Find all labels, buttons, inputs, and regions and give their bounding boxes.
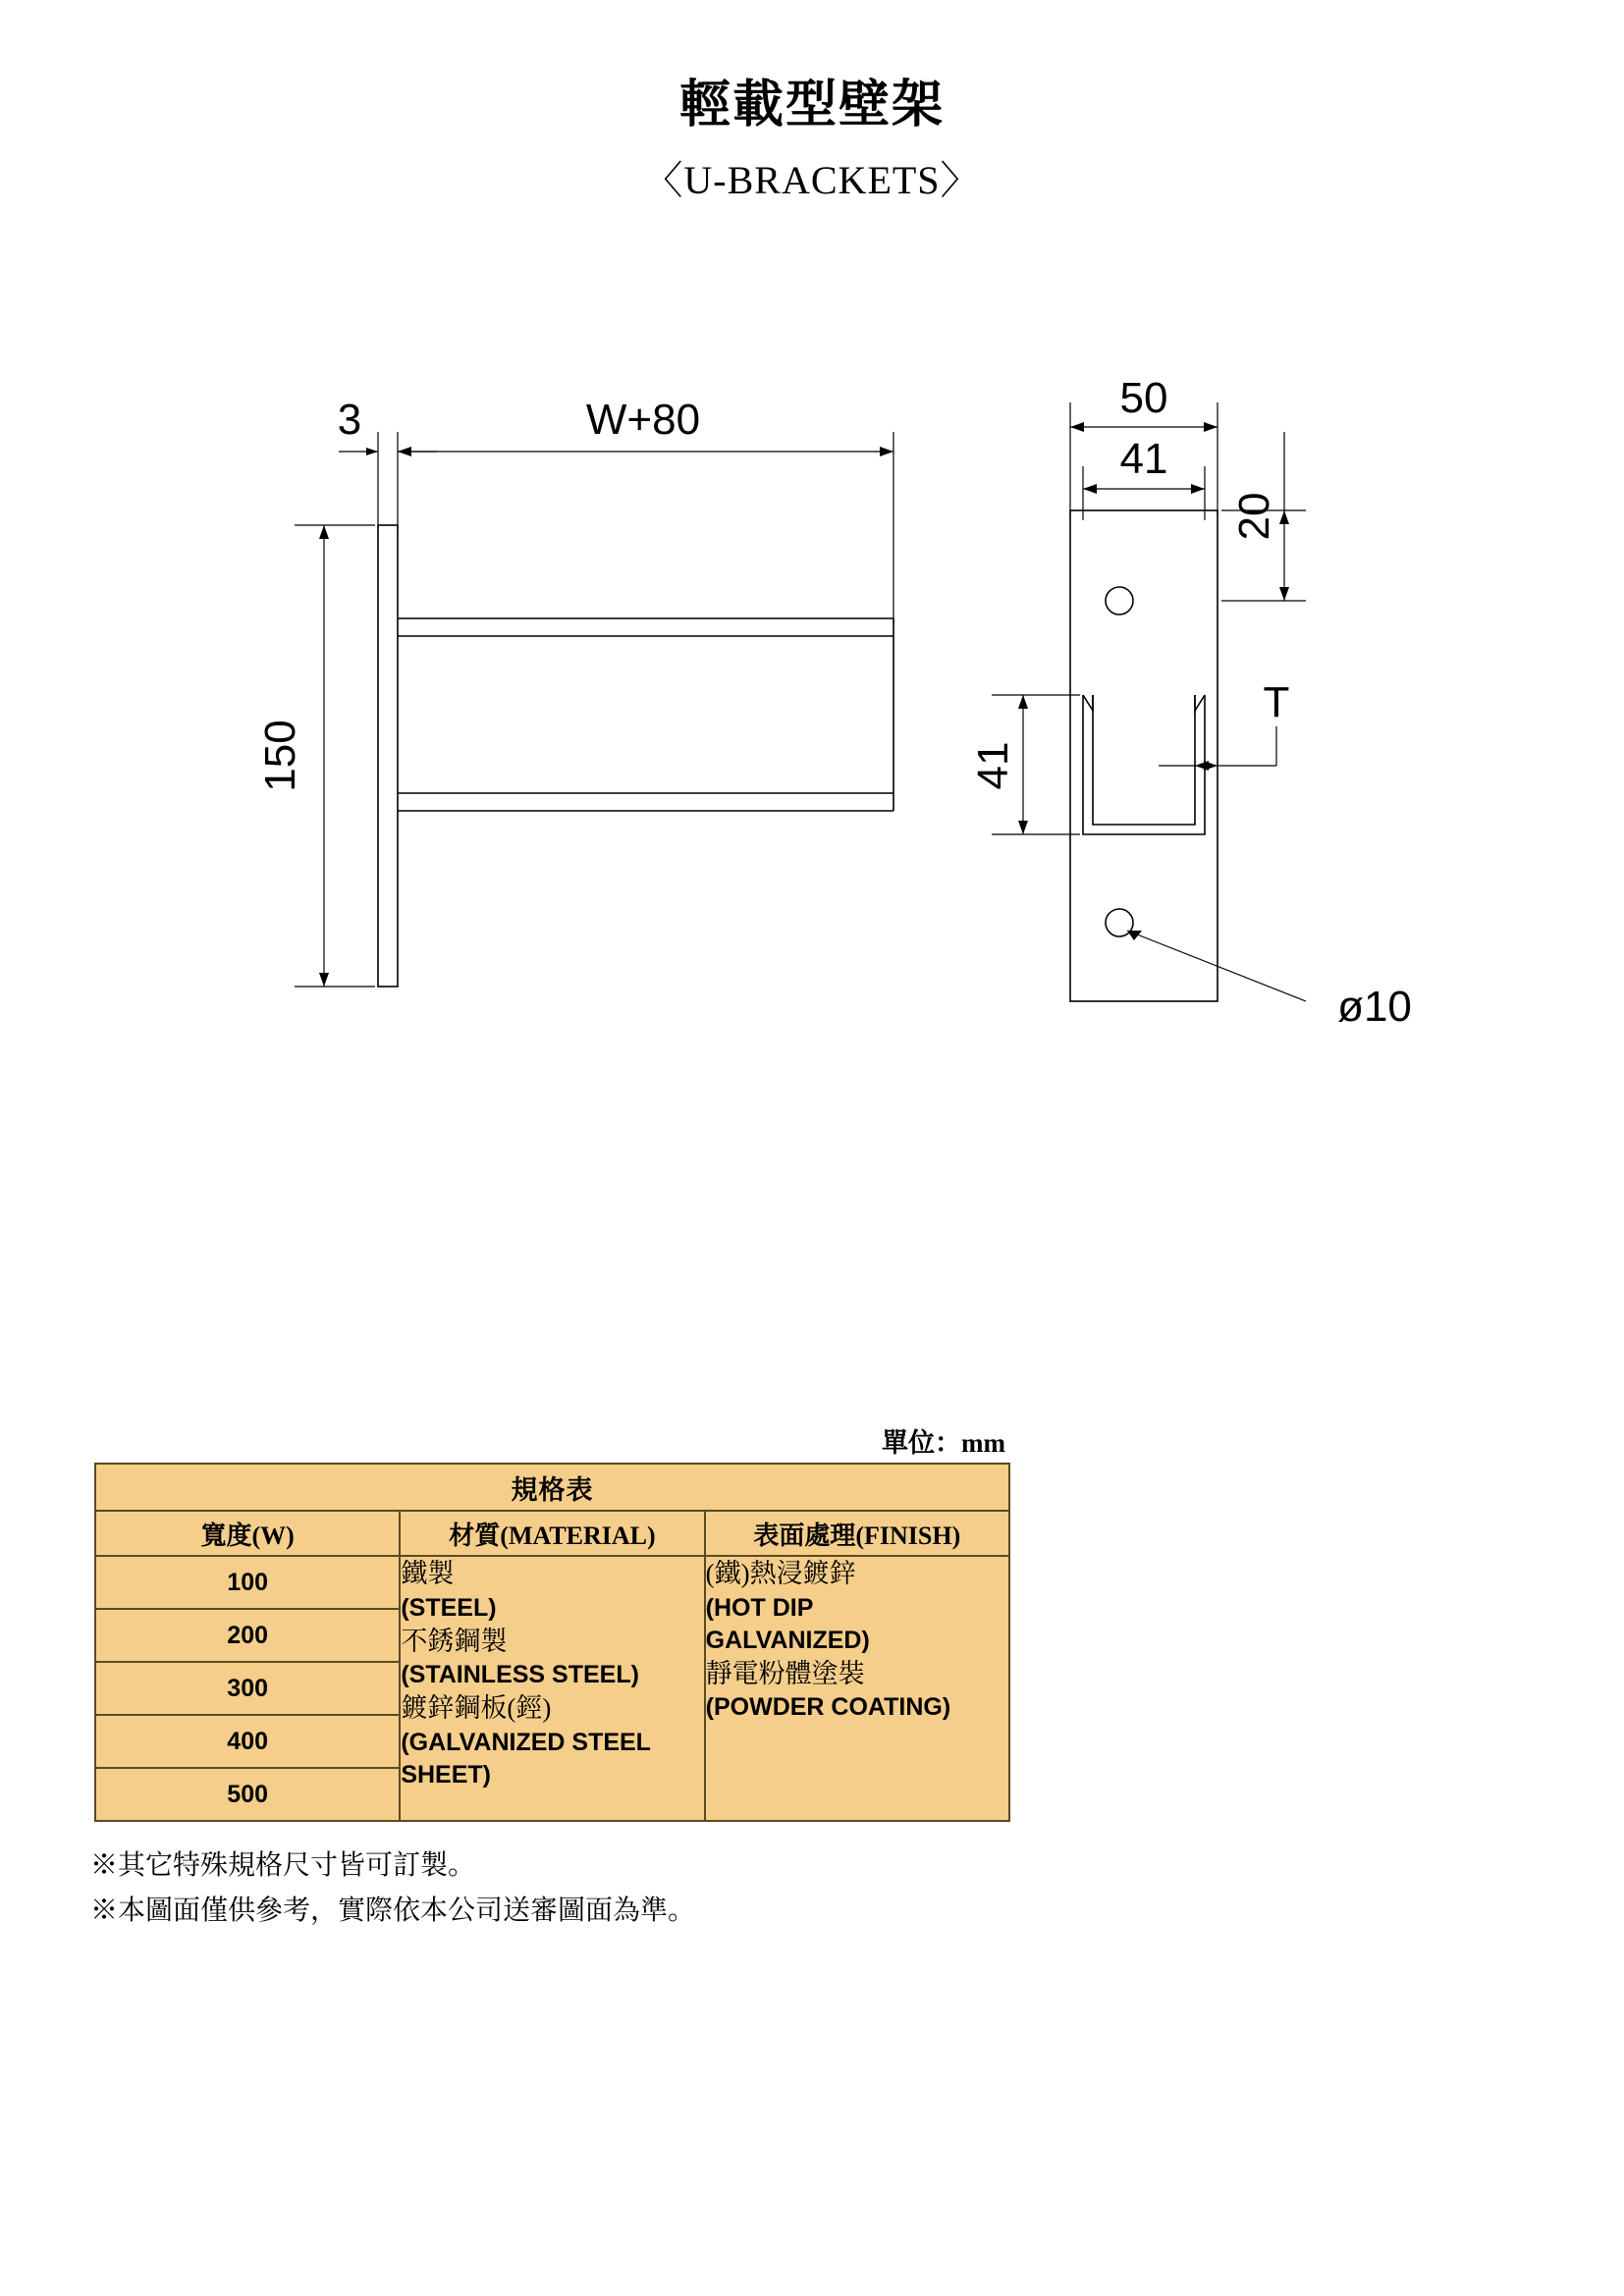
dim-text-3: 3 [337,396,362,444]
width-value-2: 200 [95,1609,400,1662]
front-view-plate [378,525,398,987]
spec-table [94,1463,1010,1822]
front-view-dim-thickness [339,432,437,530]
side-view-dim-hole [1127,931,1306,1001]
dim-text-20: 20 [1230,492,1278,541]
column-header-width: 寬度(W) [95,1511,400,1556]
table-row [95,1464,1009,1511]
material-line-4: (STAINLESS STEEL) [401,1661,639,1689]
dim-text-hole: ø10 [1337,983,1412,1031]
dim-text-50: 50 [1119,374,1168,422]
material-line-3: 不銹鋼製 [401,1626,508,1656]
table-row [95,1511,1009,1556]
dim-text-150: 150 [256,720,304,792]
notes-block [90,1843,1269,1934]
width-value-1: 100 [95,1556,400,1609]
finish-line-3: GALVANIZED) [705,1626,870,1654]
material-line-6: (GALVANIZED STEEL SHEET) [401,1728,651,1789]
finish-line-1: (鐵)熱浸鍍鋅 [705,1559,856,1588]
material-line-2: (STEEL) [401,1593,497,1622]
note-2: ※本圖面僅供參考，實際依本公司送審圖面為準。 [90,1896,696,1927]
material-line-1: 鐵製 [401,1559,455,1588]
dim-text-length: W+80 [585,396,701,444]
side-view-channel [1083,695,1205,834]
spec-table-title: 規格表 [95,1464,1009,1511]
page-title-en: 〈U-BRACKETS〉 [643,157,981,202]
page-title-cn: 輕載型壁架 [678,78,945,133]
width-value-5: 500 [95,1768,400,1821]
front-view-arm [398,618,893,811]
column-header-material: 材質(MATERIAL) [400,1511,704,1556]
front-view-dim-length [398,432,893,623]
side-view-holes [1106,587,1133,936]
note-1: ※其它特殊規格尺寸皆可訂製。 [90,1850,476,1881]
finish-line-2: (HOT DIP [705,1593,814,1622]
table-row [95,1556,1009,1609]
dim-text-41-height: 41 [969,741,1017,790]
material-cell [400,1556,704,1821]
front-view-dim-height [295,525,375,987]
column-header-finish: 表面處理(FINISH) [705,1511,1009,1556]
dim-text-41-width: 41 [1119,435,1168,483]
unit-label: 單位：mm [882,1428,1005,1458]
title-block [0,77,1624,205]
technical-drawing [0,373,1624,1178]
dim-text-T: T [1263,678,1290,726]
spec-table-wrapper [94,1463,1010,1822]
material-line-5: 鍍鋅鋼板(鋞) [401,1693,552,1724]
finish-cell [705,1556,1009,1821]
finish-line-4: 靜電粉體塗裝 [705,1658,865,1688]
width-value-3: 300 [95,1662,400,1715]
width-value-4: 400 [95,1715,400,1768]
finish-line-5: (POWDER COATING) [705,1693,951,1722]
